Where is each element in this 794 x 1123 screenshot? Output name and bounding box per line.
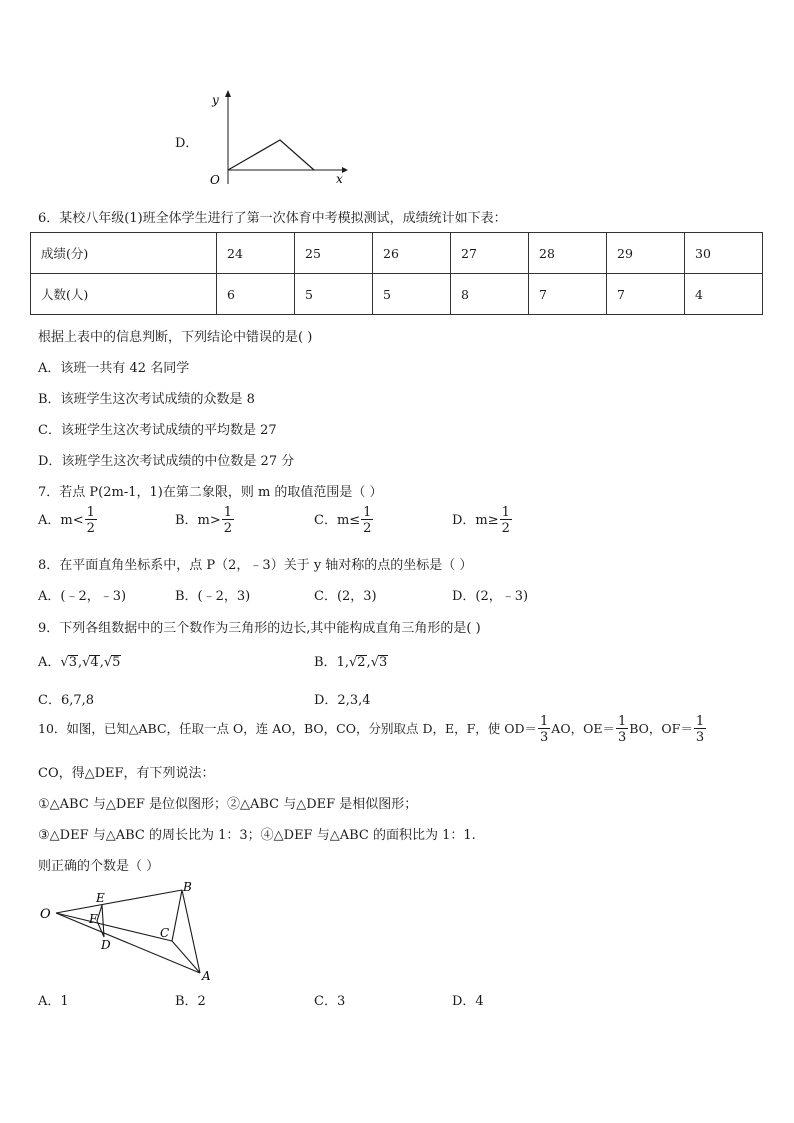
- fraction-denominator: 2: [501, 521, 510, 536]
- table-row-header: 成绩(分): [31, 233, 217, 274]
- q5-option-d-graph: [200, 88, 350, 188]
- radicand: 3: [68, 655, 77, 670]
- q9-option-d: D．2,3,4: [314, 693, 371, 708]
- q10-statement-2: ③△DEF 与△ABC 的周长比为 1：3；④△DEF 与△ABC 的面积比为 1：1.: [38, 828, 476, 843]
- table-row: [31, 233, 763, 274]
- fraction: [616, 715, 628, 744]
- point-d-label: D: [101, 938, 111, 952]
- fraction: [538, 715, 550, 744]
- q10-option-d: D．4: [452, 994, 484, 1009]
- option-text: D．m≥: [452, 513, 499, 528]
- table-cell: 7: [529, 274, 607, 315]
- fraction: [500, 506, 512, 535]
- table-cell: 25: [295, 233, 373, 274]
- option-label: A．: [38, 655, 61, 670]
- table-cell: 5: [373, 274, 451, 315]
- table-cell: 5: [295, 274, 373, 315]
- q6-score-table: [30, 232, 763, 315]
- q10-statement-1: ①△ABC 与△DEF 是位似图形；②△ABC 与△DEF 是相似图形；: [38, 797, 418, 812]
- y-axis-label: y: [212, 93, 219, 107]
- radicand: 2: [357, 655, 366, 670]
- q9-option-b: [314, 651, 388, 670]
- q6-option-c: C．该班学生这次考试成绩的平均数是 27: [38, 423, 277, 438]
- x-axis-arrow-icon: [342, 167, 348, 173]
- x-axis-label: x: [336, 172, 343, 186]
- fraction-numerator: 1: [223, 505, 233, 520]
- graph-line: [228, 140, 314, 170]
- q10-option-c: C．3: [314, 994, 346, 1009]
- point-b-label: B: [183, 880, 192, 894]
- q6-option-b: B．该班学生这次考试成绩的众数是 8: [38, 392, 255, 407]
- fraction-numerator: 1: [617, 714, 627, 729]
- fraction: [222, 506, 234, 535]
- sqrt-expression: √3,√4,√5: [60, 655, 121, 670]
- q8-option-c: C．(2，3): [314, 589, 377, 604]
- table-cell: 7: [607, 274, 685, 315]
- q9-option-a: [38, 651, 121, 670]
- table-cell: 8: [451, 274, 529, 315]
- point-e-label: E: [96, 891, 105, 905]
- table-cell: 6: [217, 274, 295, 315]
- fraction-denominator: 2: [223, 521, 233, 536]
- q10-stem-start: 10．如图，已知△ABC，任取一点 O，连 AO，BO，CO，分别取点 D，E，F，使 OD＝: [38, 721, 538, 736]
- q6-option-d: D．该班学生这次考试成绩的中位数是 27 分: [38, 454, 295, 469]
- table-cell: 28: [529, 233, 607, 274]
- q10-option-a: A．1: [38, 994, 69, 1009]
- table-cell: 26: [373, 233, 451, 274]
- radicand: 3: [378, 655, 388, 670]
- option-text: B．m>: [175, 513, 221, 528]
- q8-option-d: D．(2，﹣3): [452, 589, 529, 604]
- option-text: 1,: [336, 655, 349, 670]
- q10-stem-cont: CO，得△DEF，有下列说法：: [38, 766, 215, 781]
- point-c-label: C: [160, 926, 170, 940]
- table-row-header: 人数(人): [31, 274, 217, 315]
- fraction-denominator: 3: [540, 730, 549, 745]
- option-label: B．: [314, 655, 337, 670]
- q7-stem: 7．若点 P(2m-1，1)在第二象限，则 m 的取值范围是（ ）: [38, 485, 383, 500]
- fraction: [694, 715, 706, 744]
- q7-option-b: [175, 506, 235, 535]
- q8-option-b: B．(﹣2，3): [175, 589, 251, 604]
- fraction-denominator: 2: [363, 521, 372, 536]
- triangle-abc: [172, 890, 200, 973]
- table-row: [31, 274, 763, 315]
- fraction-numerator: 1: [86, 505, 95, 520]
- q8-option-a: A．(﹣2，﹣3): [38, 589, 127, 604]
- fraction-denominator: 3: [695, 730, 705, 745]
- q6-option-a: A．该班一共有 42 名同学: [38, 361, 190, 376]
- point-a-label: A: [202, 969, 211, 983]
- table-cell: 4: [685, 274, 763, 315]
- fraction: [85, 506, 97, 535]
- radicand: 5: [112, 655, 121, 670]
- origin-label: O: [210, 173, 220, 187]
- q9-stem: 9．下列各组数据中的三个数作为三角形的边长,其中能构成直角三角形的是( ): [38, 621, 481, 636]
- q10-option-b: B．2: [175, 994, 206, 1009]
- fraction-numerator: 1: [540, 714, 549, 729]
- q6-stem: 6．某校八年级(1)班全体学生进行了第一次体育中考模拟测试，成绩统计如下表：: [38, 211, 507, 226]
- q7-option-c: [314, 506, 374, 535]
- q7-option-d: [452, 506, 513, 535]
- table-cell: 29: [607, 233, 685, 274]
- table-cell: 30: [685, 233, 763, 274]
- table-cell: 24: [217, 233, 295, 274]
- q10-stem: [38, 715, 707, 744]
- y-axis-arrow-icon: [225, 90, 231, 97]
- fraction: [361, 506, 373, 535]
- q10-question: 则正确的个数是（ ）: [38, 859, 160, 874]
- fraction-numerator: 1: [695, 714, 705, 729]
- segment-ob: [56, 890, 182, 913]
- radicand: 4: [90, 655, 99, 670]
- q6-question: 根据上表中的信息判断，下列结论中错误的是( ): [38, 330, 313, 345]
- fraction-numerator: 1: [363, 505, 372, 520]
- q9-option-c: C．6,7,8: [38, 693, 95, 708]
- sqrt-expression: √2,√3: [348, 655, 388, 670]
- point-f-label: F: [89, 912, 98, 926]
- fraction-numerator: 1: [501, 505, 510, 520]
- segment-oa: [56, 913, 200, 973]
- point-o-label: O: [40, 907, 51, 922]
- q5-option-d-label: D．: [175, 136, 199, 151]
- fraction-denominator: 3: [617, 730, 627, 745]
- table-cell: 27: [451, 233, 529, 274]
- q10-stem-seg1: AO，OE＝: [551, 721, 615, 736]
- q10-figure: [38, 878, 228, 986]
- q10-stem-seg2: BO，OF＝: [629, 721, 693, 736]
- option-text: A．m<: [38, 513, 84, 528]
- fraction-denominator: 2: [86, 521, 95, 536]
- q7-option-a: [38, 506, 98, 535]
- option-text: C．m≤: [314, 513, 361, 528]
- q8-stem: 8．在平面直角坐标系中，点 P（2，﹣3）关于 y 轴对称的点的坐标是（ ）: [38, 558, 473, 573]
